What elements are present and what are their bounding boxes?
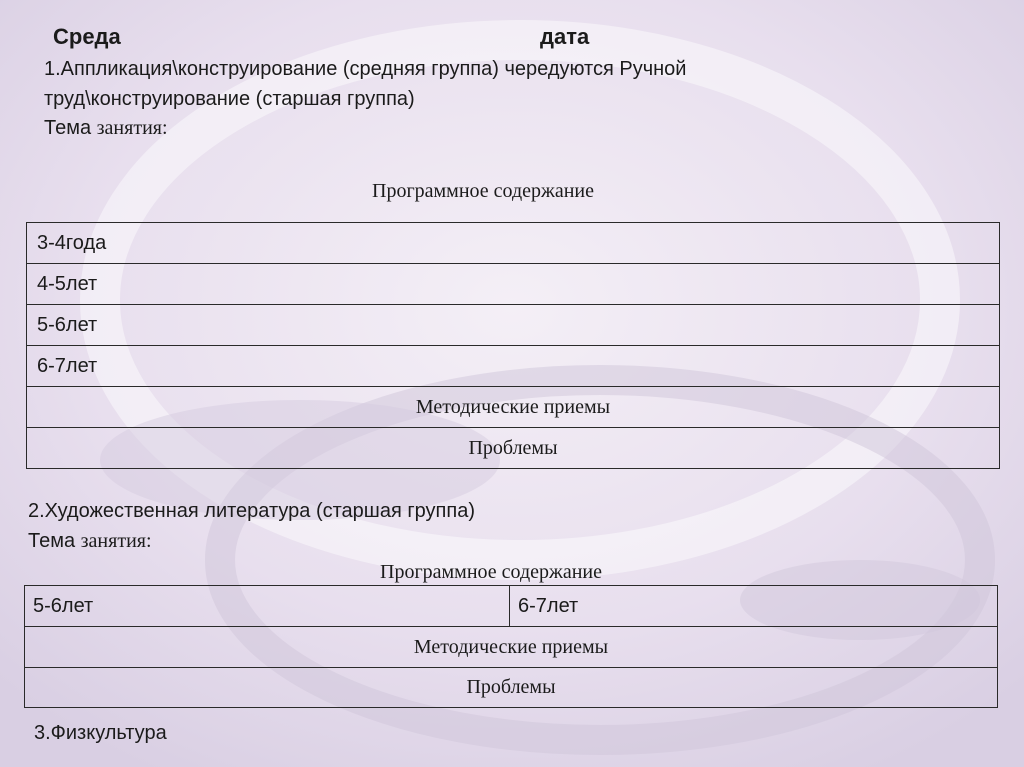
section1-title-line1: 1.Аппликация\конструирование (средняя группа) чередуются Ручной xyxy=(44,58,687,80)
section2-topic-suffix: занятия: xyxy=(80,530,152,552)
table-row xyxy=(27,346,1000,387)
section1-title-line2: труд\конструирование (старшая группа) xyxy=(44,88,415,110)
age-label: 5-6лет xyxy=(33,594,94,617)
table-row xyxy=(27,264,1000,305)
age-label: 4-5лет xyxy=(37,272,98,295)
weekday-label: Среда xyxy=(53,24,121,49)
section1-topic-line xyxy=(44,117,168,140)
section1-program-heading: Программное содержание xyxy=(372,180,594,202)
section2-topic-line xyxy=(28,530,152,553)
problems-label: Проблемы xyxy=(466,676,556,698)
age-label: 3-4года xyxy=(37,231,107,254)
table-row xyxy=(27,223,1000,264)
section1-table xyxy=(26,222,1000,469)
table-cell xyxy=(510,586,998,627)
date-label: дата xyxy=(540,24,590,49)
age-label: 6-7лет xyxy=(37,354,98,377)
table-cell xyxy=(25,586,510,627)
problems-label: Проблемы xyxy=(468,436,558,459)
methods-label: Методические приемы xyxy=(415,395,611,418)
section2-program-heading: Программное содержание xyxy=(380,561,602,583)
section2-title: 2.Художественная литература (старшая группа) xyxy=(28,500,475,522)
problems-row xyxy=(27,428,1000,469)
section1-topic-suffix: занятия: xyxy=(96,117,168,139)
section1-topic-prefix: Тема xyxy=(44,117,92,139)
methods-row xyxy=(27,387,1000,428)
methods-label: Методические приемы xyxy=(413,635,609,658)
section2-topic-prefix: Тема xyxy=(28,530,76,552)
age-label: 6-7лет xyxy=(518,594,579,617)
methods-row xyxy=(25,627,998,668)
section3-title: 3.Физкультура xyxy=(34,722,167,744)
problems-row xyxy=(25,668,998,708)
section2-table xyxy=(24,585,998,708)
age-label: 5-6лет xyxy=(37,313,98,336)
table-row xyxy=(27,305,1000,346)
